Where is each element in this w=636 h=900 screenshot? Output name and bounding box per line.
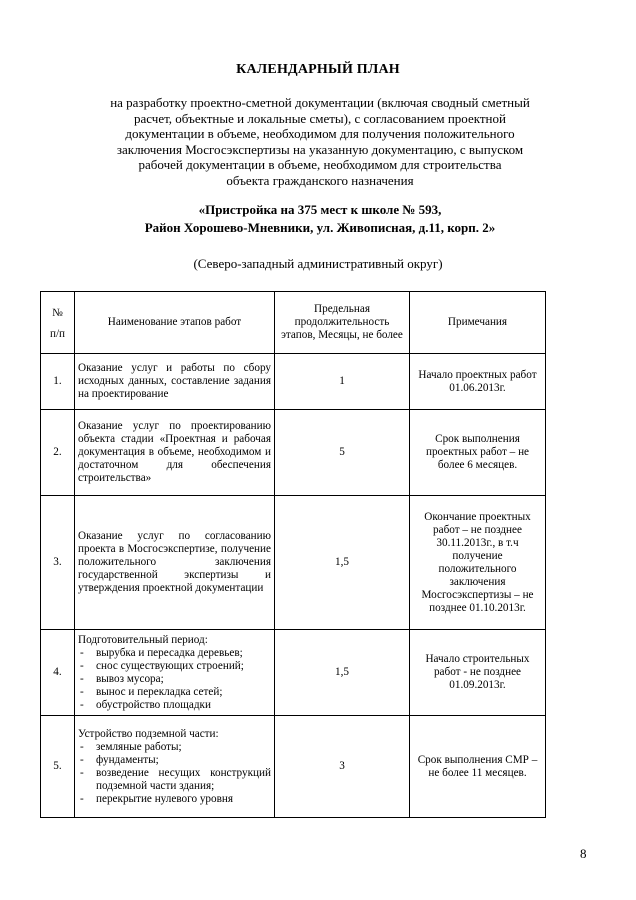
stage-note: Срок выполнения СМР – не более 11 месяцев. [410,716,546,818]
page-number: 8 [580,846,587,861]
district-label: (Северо-западный административный округ) [193,256,443,271]
list-item: - вырубка и пересадка деревьев; [78,647,271,660]
list-item: - обустройство площадки [78,699,271,712]
list-item: - вынос и перекладка сетей; [78,686,271,699]
stage-note: Окончание проектных работ – не позднее 30.11.2013г., в т.ч получение положительного заключения Мосгосэкспертизы – не позднее 01.10.2013г. [410,496,546,630]
object-name-line: Район Хорошево-Мневники, ул. Живописная, д.11, корп. 2» [144,220,496,235]
column-header-number-sign: № [52,306,63,319]
stage-name: Оказание услуг и работы по сбору исходных данных, составление задания на проектирование [75,354,275,410]
row-number: 5. [41,716,75,818]
table-row [41,354,546,410]
subtitle-line: объекта гражданского назначения [226,172,414,188]
table-header-row [41,292,546,354]
stage-name-heading: Подготовительный период: [78,633,208,646]
stage-note: Срок выполнения проектных работ – не более 6 месяцев. [410,410,546,496]
stage-name-heading: Устройство подземной части: [78,727,219,740]
document-subtitle [60,95,580,189]
column-header-stage-name: Наименование этапов работ [75,292,275,354]
row-number: 1. [41,354,75,410]
stage-name [75,630,275,716]
list-item: - перекрытие нулевого уровня [78,793,271,806]
table-row [41,496,546,630]
row-number: 3. [41,496,75,630]
stage-name [75,716,275,818]
row-number: 2. [41,410,75,496]
stage-work-list [78,647,271,712]
table-row [41,716,546,818]
stage-duration: 1 [275,354,410,410]
list-item: - вывоз мусора; [78,673,271,686]
table-row [41,410,546,496]
stage-note: Начало строительных работ - не позднее 01.09.2013г. [410,630,546,716]
document-title: КАЛЕНДАРНЫЙ ПЛАН [236,62,400,77]
object-name-line: «Пристройка на 375 мест к школе № 593, [198,202,442,217]
object-name [60,201,580,237]
column-header-number-abbr: п/п [49,327,66,340]
list-item: - возведение несущих конструкций подземной части здания; [78,767,271,793]
subtitle-line: заключения Мосгосэкспертизы на указанную документацию, с выпуском [116,141,524,157]
stage-name: Оказание услуг по согласованию проекта в Мосгосэкспертизе, получение положительного заключения государственной экспертизы и утверждения проектной документации [75,496,275,630]
column-header-number [41,292,75,354]
stage-duration: 1,5 [275,496,410,630]
subtitle-line: расчет, объектные и локальные сметы), с согласованием проектной [134,110,506,126]
stage-note: Начало проектных работ 01.06.2013г. [410,354,546,410]
list-item: - снос существующих строений; [78,660,271,673]
column-header-notes: Примечания [410,292,546,354]
table-row [41,630,546,716]
stage-work-list [78,741,271,806]
row-number: 4. [41,630,75,716]
subtitle-line: документации в объеме, необходимом для получения положительного [125,126,515,142]
stage-name: Оказание услуг по проектированию объекта стадии «Проектная и рабочая документация в объеме, необходимом и достаточном для обеспечения строительства» [75,410,275,496]
stage-duration: 1,5 [275,630,410,716]
schedule-table [40,291,546,818]
column-header-duration: Предельная продолжительность этапов, Месяцы, не более [275,292,410,354]
subtitle-line: на разработку проектно-сметной документации (включая сводный сметный [110,95,530,110]
list-item: - фундаменты; [78,754,271,767]
list-item: - земляные работы; [78,741,271,754]
stage-duration: 5 [275,410,410,496]
subtitle-line: рабочей документации в объеме, необходимом для строительства [138,157,502,173]
stage-duration: 3 [275,716,410,818]
